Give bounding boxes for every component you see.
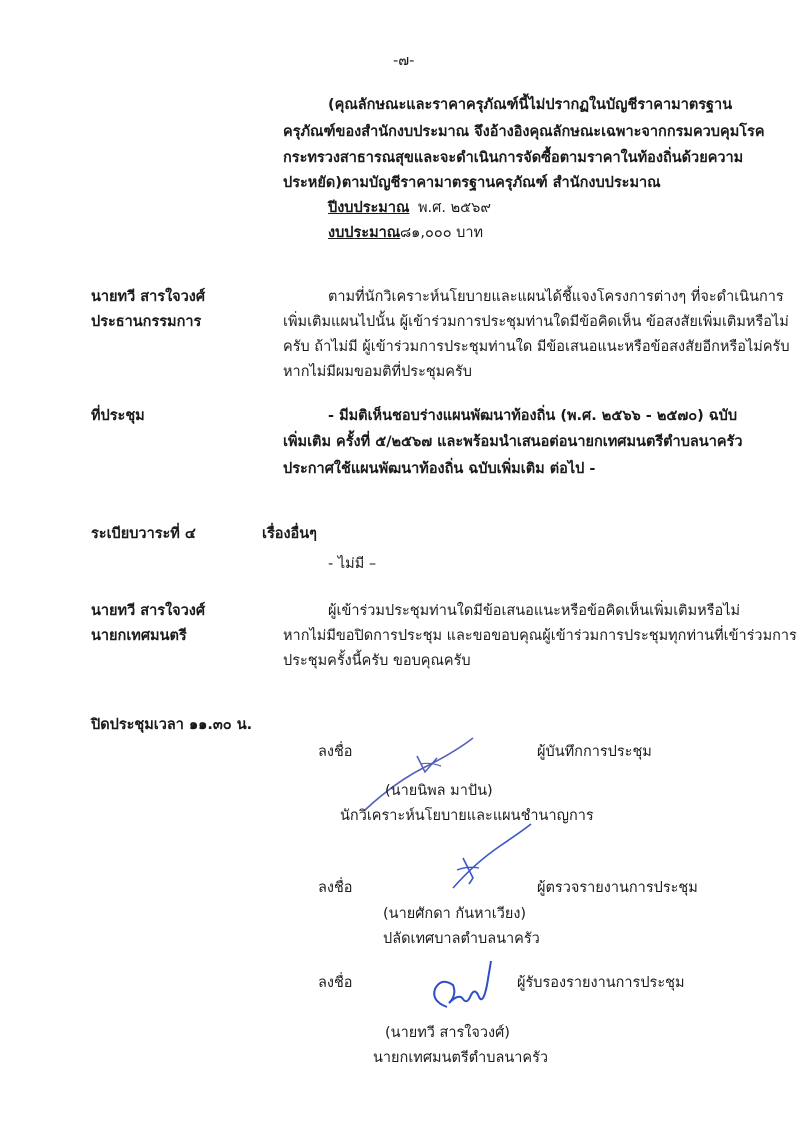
handwritten-signature-3 [425,955,505,1015]
chair-line-2: เพิ่มเติมแผนไปนั้น ผู้เข้าร่วมการประชุมท่านใดมีข้อคิดเห็น ข้อสงสัยเพิ่มเติมหรือไม่ [283,314,789,330]
sign-duty-1: ผู้บันทึกการประชุม [537,744,652,760]
sign-label-2: ลงชื่อ [318,880,353,896]
chair-speaker-role: ประธานกรรมการ [91,314,202,330]
resolution-label: ที่ประชุม [91,408,145,424]
chair-line-3: ครับ ถ้าไม่มี ผู้เข้าร่วมการประชุมท่านใด มีข้อเสนอแนะหรือข้อสงสัยอีกหรือไม่ครับ [283,339,790,355]
budget-value: ๘๑,๐๐๐ บาท [400,225,484,241]
mayor-speaker-role: นายกเทศมนตรี [91,628,187,644]
mayor-line-1: ผู้เข้าร่วมประชุมท่านใดมีข้อเสนอแนะหรือข้อคิดเห็นเพิ่มเติมหรือไม่ [328,603,741,619]
mayor-line-2: หากไม่มีขอปิดการประชุม และขอขอบคุณผู้เข้าร่วมการประชุมทุกท่านที่เข้าร่วมการ [283,628,797,644]
chair-line-1: ตามที่นักวิเคราะห์นโยบายและแผนได้ชี้แจงโครงการต่างๆ ที่จะดำเนินการ [328,289,784,305]
handwritten-signature-2 [445,818,535,898]
closing-time: ปิดประชุมเวลา ๑๑.๓๐ น. [91,717,253,733]
resolution-line-2: เพิ่มเติม ครั้งที่ ๕/๒๕๖๗ และพร้อมนำเสนอต่อนายกเทศมนตรีตำบลนาครัว [283,434,743,450]
chair-speaker-name: นายทวี สารใจวงศ์ [91,289,206,305]
sign-duty-3: ผู้รับรองรายงานการประชุม [517,975,685,991]
mayor-speaker-name: นายทวี สารใจวงศ์ [91,603,206,619]
fiscal-year-value: พ.ศ. ๒๕๖๙ [418,200,491,216]
budget-label: งบประมาณ [328,225,401,241]
sign-position-2: ปลัดเทศบาลตำบลนาครัว [383,931,540,947]
intro-line-1: (คุณลักษณะและราคาครุภัณฑ์นี้ไม่ปรากฏในบัญชีราคามาตรฐาน [328,97,733,113]
sign-duty-2: ผู้ตรวจรายงานการประชุม [537,880,698,896]
fiscal-year-label: ปีงบประมาณ [328,200,410,216]
sign-name-2: (นายศักดา กันหาเวียง) [383,906,527,922]
sign-position-1: นักวิเคราะห์นโยบายและแผนชำนาญการ [340,808,594,824]
sign-label-1: ลงชื่อ [318,744,353,760]
mayor-line-3: ประชุมครั้งนี้ครับ ขอบคุณครับ [283,653,471,669]
resolution-line-3: ประกาศใช้แผนพัฒนาท้องถิ่น ฉบับเพิ่มเติม ต่อไป - [283,461,596,477]
agenda4-label: ระเบียบวาระที่ ๔ [91,526,196,542]
agenda4-note: - ไม่มี – [328,556,377,572]
chair-line-4: หากไม่มีผมขอมติที่ประชุมครับ [283,364,472,380]
sign-position-3: นายกเทศมนตรีตำบลนาครัว [373,1050,549,1066]
sign-label-3: ลงชื่อ [318,975,353,991]
agenda4-title: เรื่องอื่นๆ [262,526,317,542]
sign-name-1: (นายนิพล มาปัน) [385,783,493,799]
intro-line-4: ประหยัด)ตามบัญชีราคามาตรฐานครุภัณฑ์ สำนักงบประมาณ [283,175,661,191]
intro-line-2: ครุภัณฑ์ของสำนักงบประมาณ จึงอ้างอิงคุณลักษณะเฉพาะจากกรมควบคุมโรค [283,124,765,140]
intro-line-3: กระทรวงสาธารณสุขและจะดำเนินการจัดซื้อตามราคาในท้องถิ่นด้วยความ [283,150,744,166]
page-number: -๗- [393,53,415,69]
sign-name-3: (นายทวี สารใจวงศ์) [385,1025,510,1041]
resolution-line-1: - มีมติเห็นชอบร่างแผนพัฒนาท้องถิ่น (พ.ศ. ๒๕๖๖ - ๒๕๗๐) ฉบับ [328,408,738,424]
